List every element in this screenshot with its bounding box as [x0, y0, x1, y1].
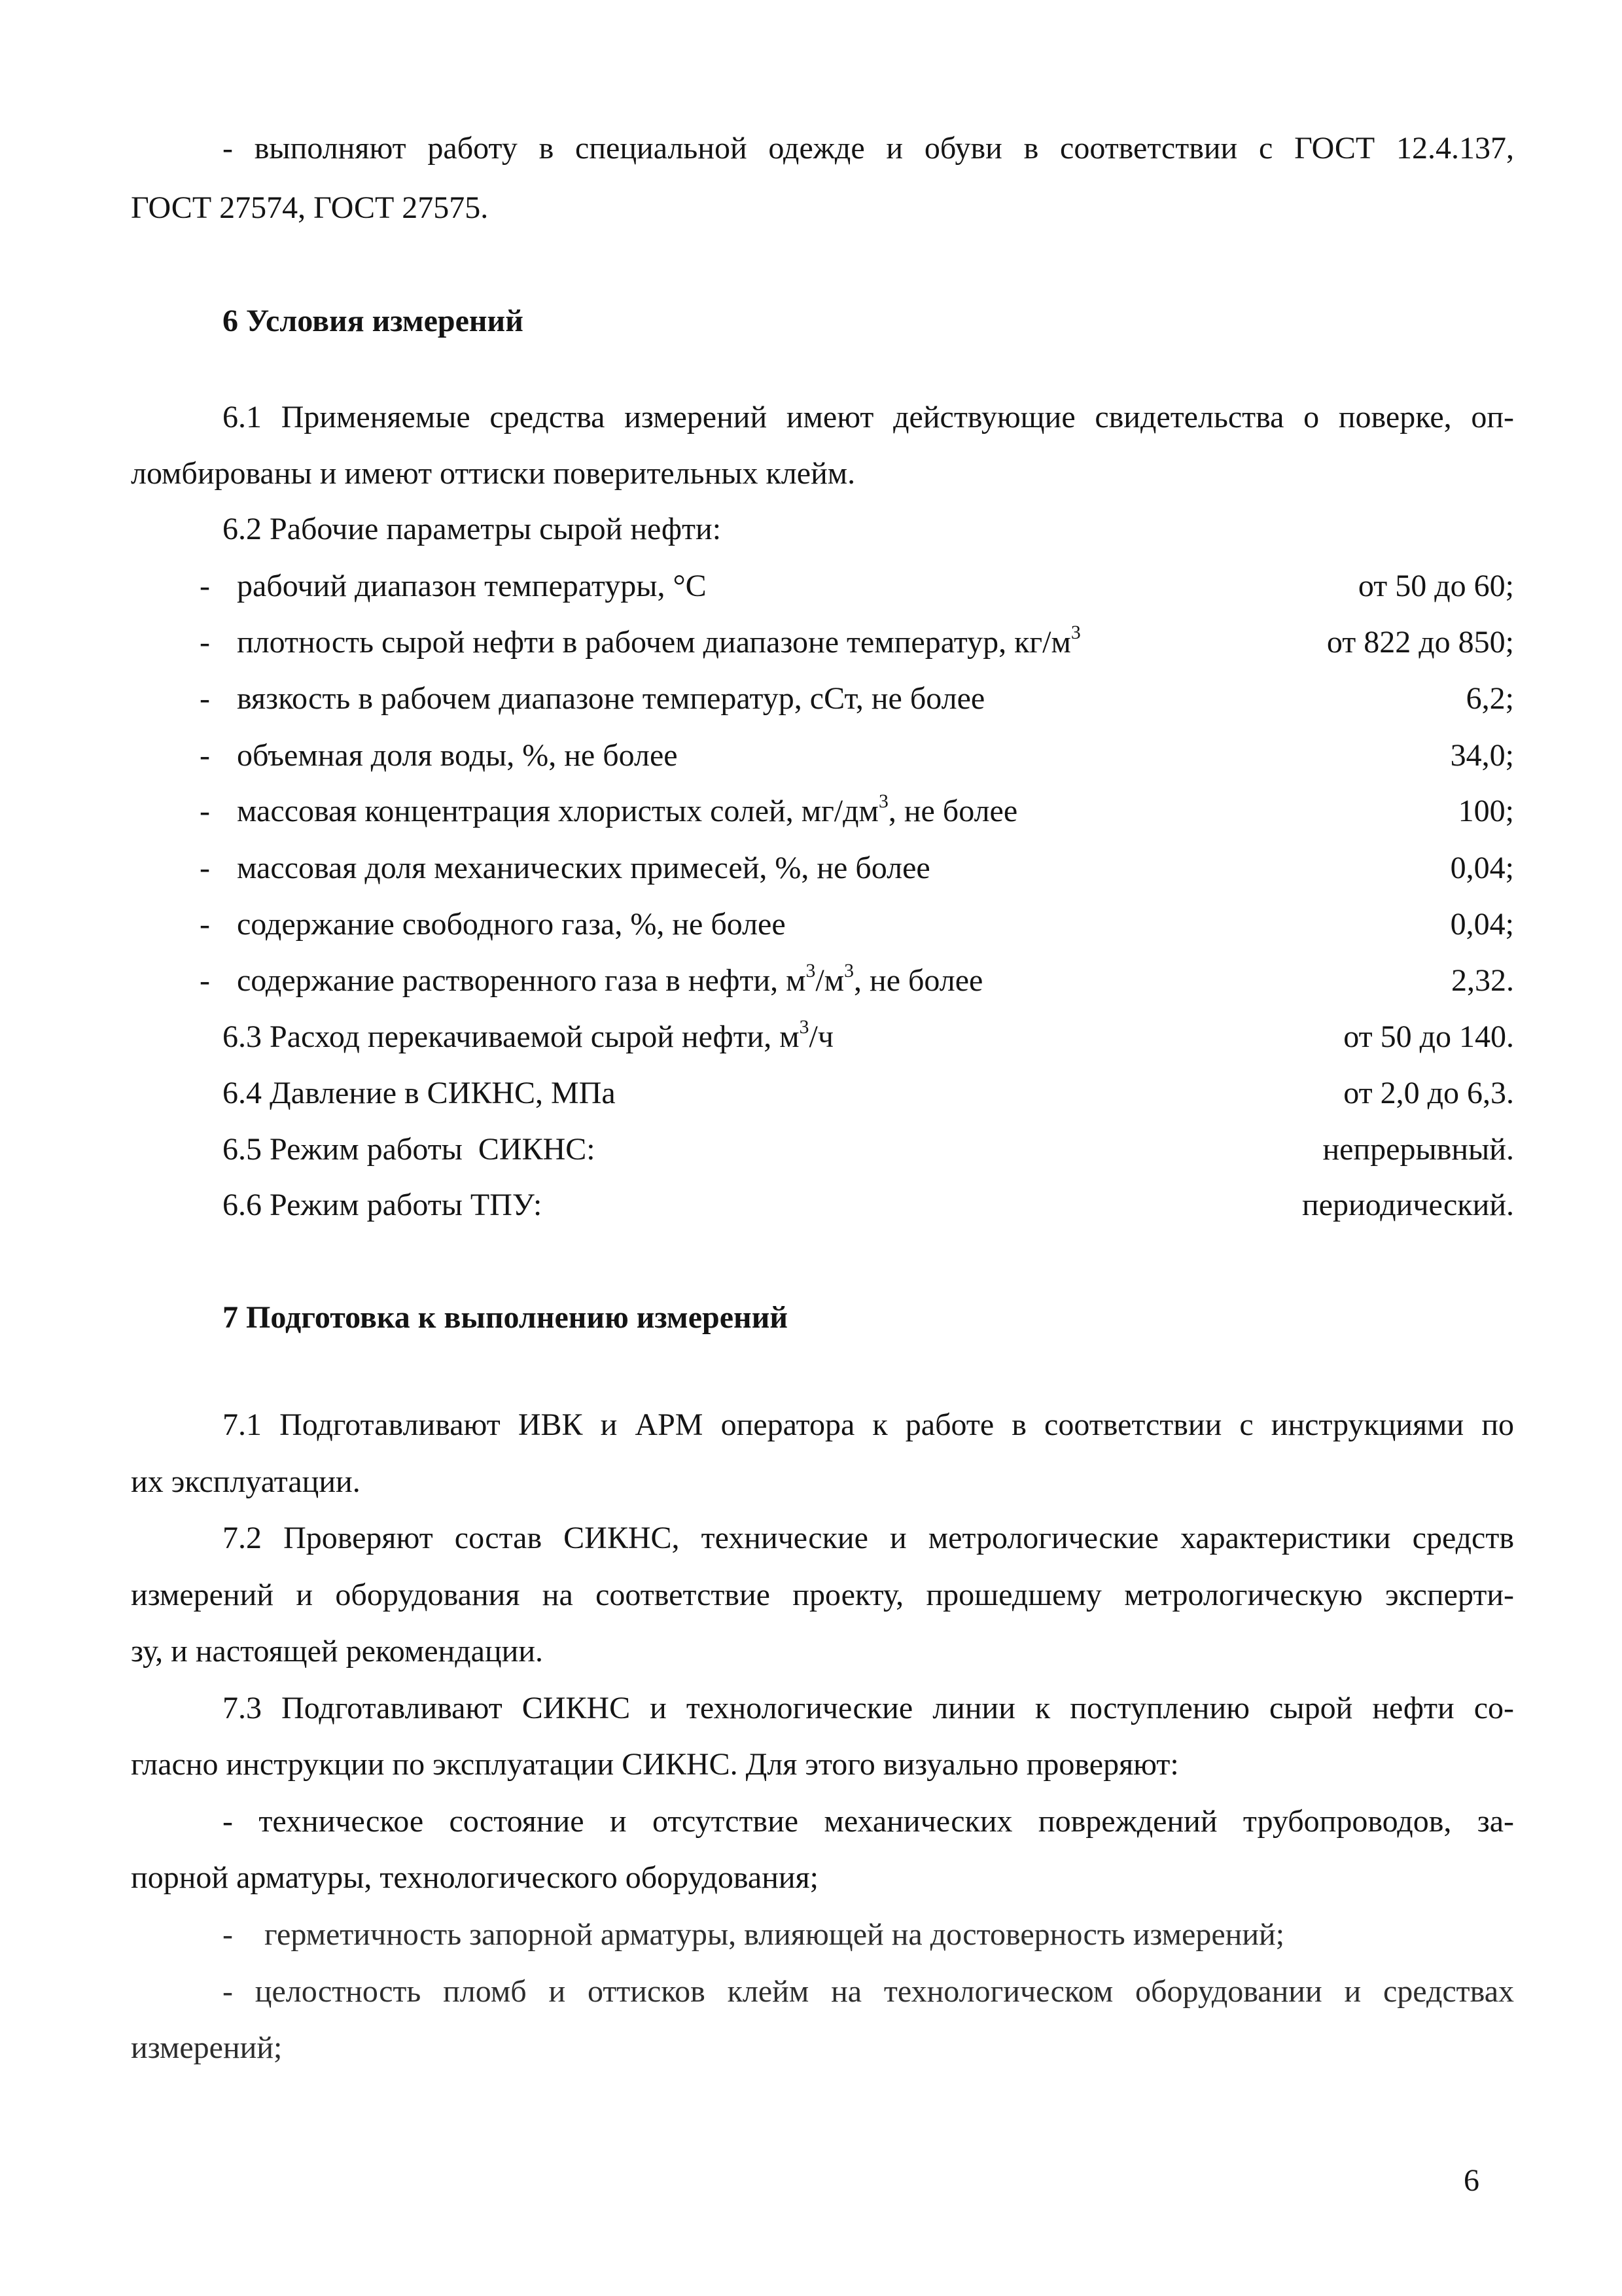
bullet-dash: -: [200, 794, 210, 828]
document-page: - выполняют работу в специальной одежде и обуви в соответствии с ГОСТ 12.4.137, ГОСТ 27574, ГОСТ 27575. 6 Условия измерений 6.1 Применяемые средства измерений имеют действующие свидетельства о поверке, оп- ломбированы и имеют оттиски поверительных клейм. 6.2 Рабочие параметры сырой нефти: - рабочий диапазон температуры, °С от 50 до 60; - плотность сырой нефти в рабочем диапазоне температур, $кг/м^3$ от 822 до 850; - вязкость в рабочем диапазоне температур, сСт, не более 6,2; - объемная доля воды, %, не более 34,0; - массовая концентрация хлористых солей, $мг/дм^3$, не более 100; - массовая доля механических примесей, %, не более 0,04; - содержание свободного газа, %, не более 0,04; - содержание растворенного газа в нефти, $м^3/м^3$, не более 2,32. 6.3 Расход перекачиваемой сырой нефти, $м^3/ч$ от 50 до 140. 6.4 Давление в СИКНС, МПа от 2,0 до 6,3. 6.5 Режим работы СИКНС: непрерывный. 6.6 Режим работы ТПУ: периодический. 7 Подготовка к выполнению измерений 7.1 Подготавливают ИВК и АРМ оператора к работе в соответствии с инструкциями по их эксплуатации. 7.2 Проверяют состав СИКНС, технические и метрологические характеристики средств измерений и оборудования на соответствие проекту, прошедшему метрологическую эксперти- зу, и настоящей рекомендации. 7.3 Подготавливают СИКНС и технологические линии к поступлению сырой нефти со- гласно инструкции по эксплуатации СИКНС. Для этого визуально проверяют: - техническое состояние и отсутствие механических повреждений трубопроводов, за- порной арматуры, технологического оборудования; - герметичность запорной арматуры, влияющей на достоверность измерений; - целостность пломб и оттисков клейм на технологическом оборудовании и средствах измерений; 6: [131, 131, 1514, 2198]
bullet-dash: -: [200, 907, 210, 942]
bullet-dash: -: [200, 569, 210, 603]
bullet-dash: -: [200, 738, 210, 773]
bullet-dash: -: [200, 851, 210, 885]
bullet-dash: -: [200, 963, 210, 998]
page-number: 6: [1464, 2163, 1479, 2198]
bullet-dash: -: [200, 625, 210, 660]
bullet-dash: -: [200, 681, 210, 716]
